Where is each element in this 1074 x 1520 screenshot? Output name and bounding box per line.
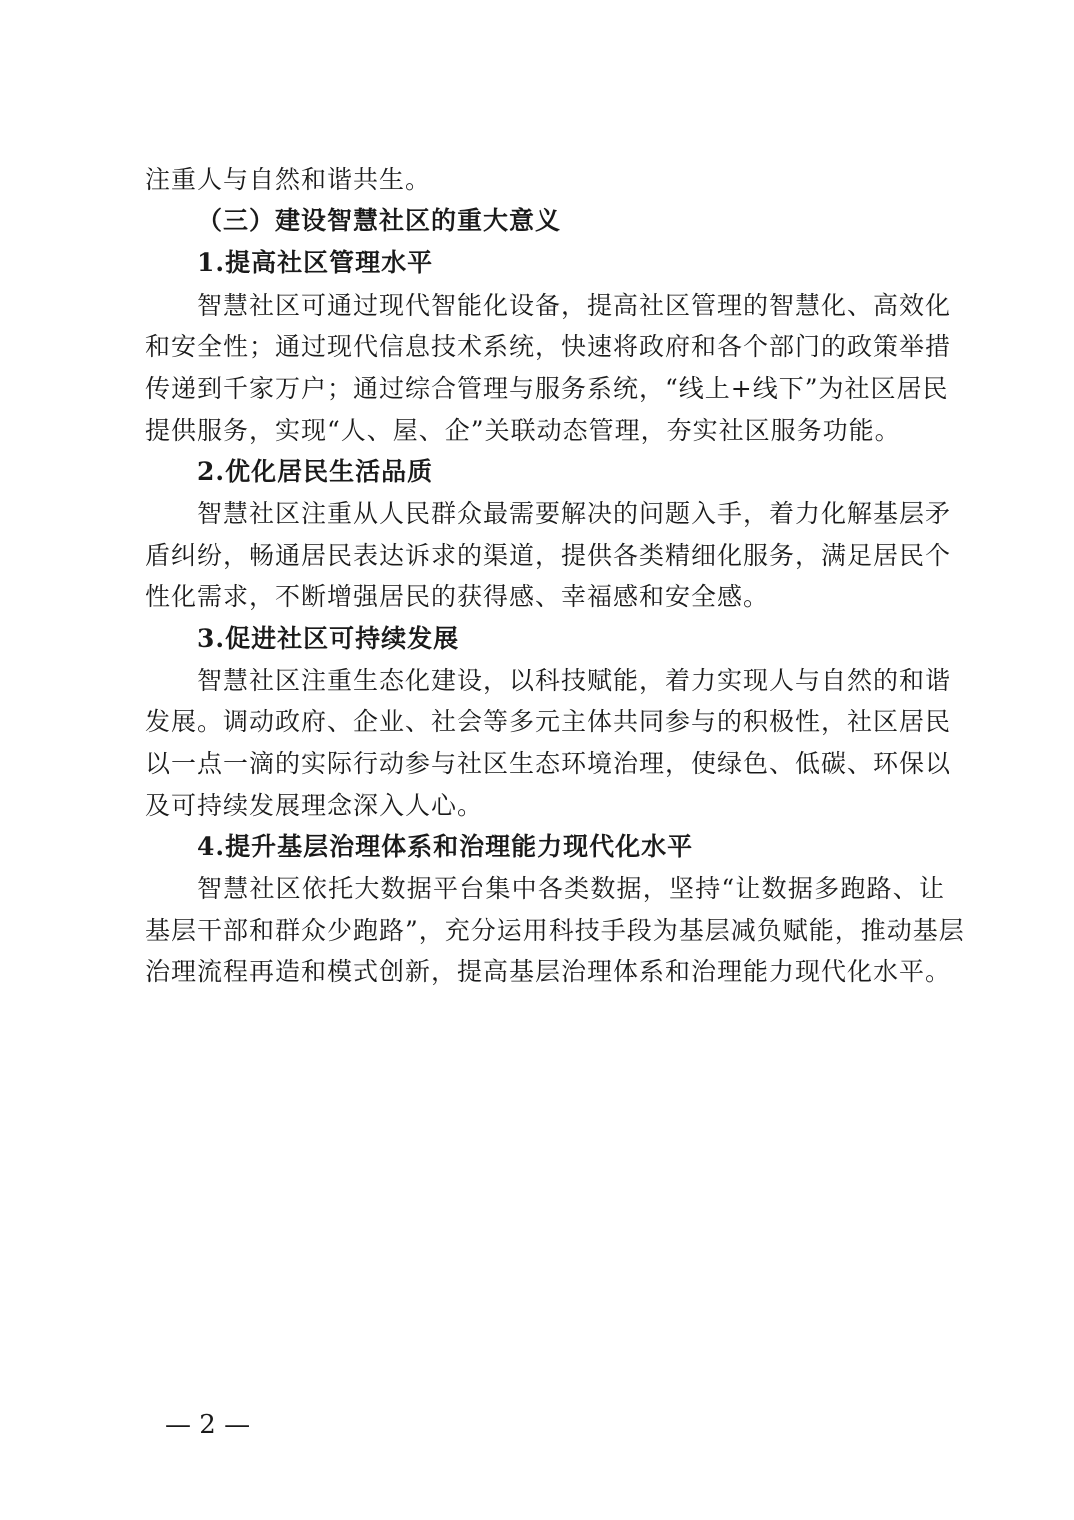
paragraph-2-line-3: 性化需求，不断增强居民的获得感、幸福感和安全感。	[145, 582, 770, 611]
paragraph-1-line-3: 传递到千家万户；通过综合管理与服务系统，“线上+线下”为社区居民	[145, 374, 949, 403]
paragraph-1-line-4: 提供服务，实现“人、屋、企”关联动态管理，夯实社区服务功能。	[145, 416, 901, 445]
paragraph-4-line-3: 治理流程再造和模式创新，提高基层治理体系和治理能力现代化水平。	[145, 957, 952, 986]
paragraph-3-line-1: 智慧社区注重生态化建设，以科技赋能，着力实现人与自然的和谐	[197, 666, 952, 695]
paragraph-3-line-2: 发展。调动政府、企业、社会等多元主体共同参与的积极性，社区居民	[145, 707, 952, 736]
paragraph-3-line-4: 及可持续发展理念深入人心。	[145, 791, 484, 820]
subheading-2: 2.优化居民生活品质	[197, 457, 434, 486]
paragraph-2-line-1: 智慧社区注重从人民群众最需要解决的问题入手，着力化解基层矛	[197, 499, 952, 528]
paragraph-continuation-line: 注重人与自然和谐共生。	[145, 165, 432, 194]
paragraph-4-line-2: 基层干部和群众少跑路”，充分运用科技手段为基层减负赋能，推动基层	[145, 916, 965, 945]
page-number: — 2 —	[165, 1410, 251, 1440]
paragraph-2-line-2: 盾纠纷，畅通居民表达诉求的渠道，提供各类精细化服务，满足居民个	[145, 541, 952, 570]
subheading-4: 4.提升基层治理体系和治理能力现代化水平	[197, 832, 694, 861]
section-heading: （三）建设智慧社区的重大意义	[197, 206, 562, 235]
subheading-3: 3.促进社区可持续发展	[197, 624, 460, 653]
paragraph-1-line-1: 智慧社区可通过现代智能化设备，提高社区管理的智慧化、高效化	[197, 291, 952, 320]
paragraph-4-line-1: 智慧社区依托大数据平台集中各类数据，坚持“让数据多跑路、让	[197, 874, 945, 903]
subheading-1: 1.提高社区管理水平	[197, 248, 434, 277]
paragraph-1-line-2: 和安全性；通过现代信息技术系统，快速将政府和各个部门的政策举措	[145, 332, 952, 361]
paragraph-3-line-3: 以一点一滴的实际行动参与社区生态环境治理，使绿色、低碳、环保以	[145, 749, 952, 778]
